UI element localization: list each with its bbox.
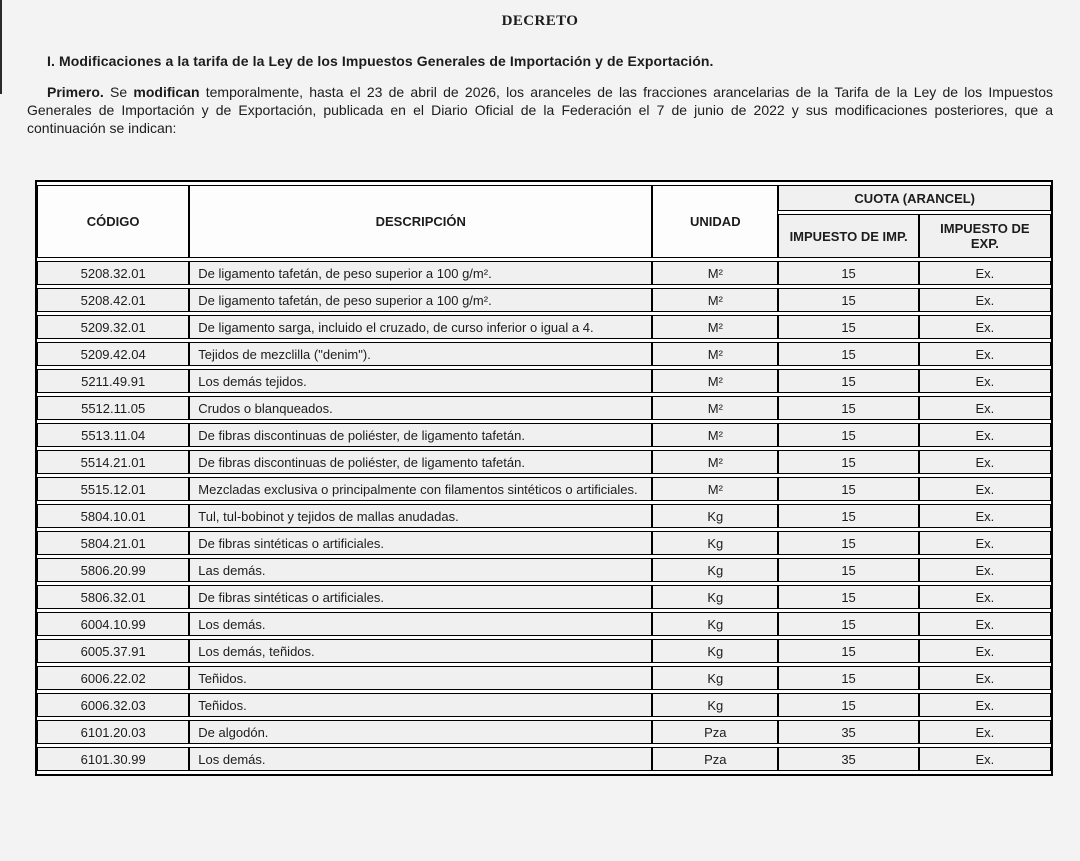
cell-unidad: Kg <box>652 666 778 690</box>
cell-descripcion: Las demás. <box>189 558 652 582</box>
header-row-1 <box>37 185 1051 211</box>
cell-unidad: Kg <box>652 693 778 717</box>
cell-codigo: 6101.20.03 <box>37 720 189 744</box>
paragraph-text-1: Se <box>103 84 134 100</box>
cell-codigo: 5209.42.04 <box>37 342 189 366</box>
cell-descripcion: Tejidos de mezclilla ("denim"). <box>189 342 652 366</box>
cell-imp: 15 <box>778 612 918 636</box>
paragraph-bold-word: modifican <box>133 84 200 100</box>
cell-exp: Ex. <box>919 261 1051 285</box>
cell-unidad: M² <box>652 342 778 366</box>
cell-exp: Ex. <box>919 639 1051 663</box>
header-codigo: CÓDIGO <box>37 185 189 258</box>
section-heading: I. Modificaciones a la tarifa de la Ley de los Impuestos Generales de Importación y de Exportación. <box>47 53 714 69</box>
cell-imp: 15 <box>778 369 918 393</box>
cell-imp: 35 <box>778 747 918 771</box>
cell-unidad: M² <box>652 261 778 285</box>
cell-descripcion: Crudos o blanqueados. <box>189 396 652 420</box>
cell-descripcion: De fibras discontinuas de poliéster, de ligamento tafetán. <box>189 450 652 474</box>
cell-codigo: 5804.21.01 <box>37 531 189 555</box>
cell-imp: 15 <box>778 315 918 339</box>
table-row <box>37 423 1051 447</box>
table-row <box>37 666 1051 690</box>
cell-imp: 15 <box>778 639 918 663</box>
cell-codigo: 6004.10.99 <box>37 612 189 636</box>
cell-unidad: M² <box>652 315 778 339</box>
cell-codigo: 6101.30.99 <box>37 747 189 771</box>
header-cuota-arancel: CUOTA (ARANCEL) <box>778 185 1051 211</box>
cell-descripcion: De fibras sintéticas o artificiales. <box>189 531 652 555</box>
header-descripcion: DESCRIPCIÓN <box>189 185 652 258</box>
cell-exp: Ex. <box>919 531 1051 555</box>
cell-exp: Ex. <box>919 342 1051 366</box>
paragraph-text-2: temporalmente, hasta el 23 de abril de 2026, los aranceles de las fracciones arancelarias de la Tarifa de la Ley de los Impuestos Generales de Importación y de Exportación, publicada en el Diario Oficial de la Federación el 7 de junio de 2022 y sus modificaciones posteriores, que a continuación se indican: <box>27 84 1053 136</box>
table-row <box>37 531 1051 555</box>
cell-codigo: 5804.10.01 <box>37 504 189 528</box>
cell-descripcion: De ligamento tafetán, de peso superior a 100 g/m². <box>189 288 652 312</box>
cell-unidad: Kg <box>652 558 778 582</box>
table-row <box>37 342 1051 366</box>
cell-codigo: 5806.20.99 <box>37 558 189 582</box>
cell-descripcion: De fibras sintéticas o artificiales. <box>189 585 652 609</box>
cell-unidad: Kg <box>652 639 778 663</box>
header-impuesto-exp: IMPUESTO DE EXP. <box>919 214 1051 258</box>
cell-exp: Ex. <box>919 504 1051 528</box>
cell-codigo: 5806.32.01 <box>37 585 189 609</box>
table-row <box>37 288 1051 312</box>
cell-codigo: 5513.11.04 <box>37 423 189 447</box>
cell-descripcion: Teñidos. <box>189 666 652 690</box>
cell-unidad: Kg <box>652 504 778 528</box>
table-row <box>37 477 1051 501</box>
cell-imp: 35 <box>778 720 918 744</box>
cell-codigo: 6006.22.02 <box>37 666 189 690</box>
table-row <box>37 261 1051 285</box>
cell-unidad: Pza <box>652 747 778 771</box>
cell-unidad: Kg <box>652 612 778 636</box>
cell-unidad: M² <box>652 450 778 474</box>
cell-descripcion: Teñidos. <box>189 693 652 717</box>
cell-descripcion: De fibras discontinuas de poliéster, de ligamento tafetán. <box>189 423 652 447</box>
cell-descripcion: Los demás. <box>189 612 652 636</box>
table-row <box>37 504 1051 528</box>
cell-exp: Ex. <box>919 747 1051 771</box>
tariff-table-header <box>37 185 1051 258</box>
cell-exp: Ex. <box>919 315 1051 339</box>
table-row <box>37 585 1051 609</box>
cell-unidad: M² <box>652 369 778 393</box>
cell-exp: Ex. <box>919 396 1051 420</box>
cell-descripcion: Los demás. <box>189 747 652 771</box>
cell-codigo: 5211.49.91 <box>37 369 189 393</box>
table-row <box>37 747 1051 771</box>
cell-codigo: 6005.37.91 <box>37 639 189 663</box>
cell-descripcion: Los demás tejidos. <box>189 369 652 393</box>
table-row <box>37 369 1051 393</box>
cell-unidad: Kg <box>652 531 778 555</box>
cell-codigo: 5512.11.05 <box>37 396 189 420</box>
cell-descripcion: Mezcladas exclusiva o principalmente con filamentos sintéticos o artificiales. <box>189 477 652 501</box>
cell-imp: 15 <box>778 666 918 690</box>
cell-exp: Ex. <box>919 450 1051 474</box>
cell-exp: Ex. <box>919 423 1051 447</box>
page-edge-artifact-line <box>0 0 2 94</box>
cell-unidad: M² <box>652 288 778 312</box>
table-row <box>37 315 1051 339</box>
intro-paragraph <box>27 83 1053 137</box>
document-title: DECRETO <box>501 13 579 29</box>
cell-unidad: M² <box>652 477 778 501</box>
cell-imp: 15 <box>778 450 918 474</box>
cell-imp: 15 <box>778 693 918 717</box>
cell-codigo: 5209.32.01 <box>37 315 189 339</box>
cell-imp: 15 <box>778 423 918 447</box>
table-row <box>37 639 1051 663</box>
cell-descripcion: Tul, tul-bobinot y tejidos de mallas anudadas. <box>189 504 652 528</box>
table-row <box>37 612 1051 636</box>
cell-codigo: 6006.32.03 <box>37 693 189 717</box>
cell-descripcion: Los demás, teñidos. <box>189 639 652 663</box>
cell-imp: 15 <box>778 531 918 555</box>
cell-codigo: 5515.12.01 <box>37 477 189 501</box>
cell-exp: Ex. <box>919 369 1051 393</box>
cell-imp: 15 <box>778 342 918 366</box>
cell-unidad: M² <box>652 396 778 420</box>
cell-codigo: 5208.42.01 <box>37 288 189 312</box>
table-row <box>37 450 1051 474</box>
cell-descripcion: De ligamento tafetán, de peso superior a 100 g/m². <box>189 261 652 285</box>
cell-imp: 15 <box>778 288 918 312</box>
cell-exp: Ex. <box>919 666 1051 690</box>
cell-exp: Ex. <box>919 585 1051 609</box>
cell-exp: Ex. <box>919 477 1051 501</box>
tariff-table-body <box>37 261 1051 771</box>
cell-exp: Ex. <box>919 612 1051 636</box>
table-row <box>37 396 1051 420</box>
tariff-table <box>35 180 1053 776</box>
header-impuesto-imp: IMPUESTO DE IMP. <box>778 214 918 258</box>
cell-imp: 15 <box>778 504 918 528</box>
cell-codigo: 5514.21.01 <box>37 450 189 474</box>
paragraph-lead-bold: Primero. <box>47 84 104 100</box>
cell-exp: Ex. <box>919 288 1051 312</box>
cell-imp: 15 <box>778 261 918 285</box>
cell-imp: 15 <box>778 558 918 582</box>
cell-imp: 15 <box>778 585 918 609</box>
cell-imp: 15 <box>778 396 918 420</box>
cell-exp: Ex. <box>919 558 1051 582</box>
cell-codigo: 5208.32.01 <box>37 261 189 285</box>
cell-descripcion: De ligamento sarga, incluido el cruzado, de curso inferior o igual a 4. <box>189 315 652 339</box>
cell-exp: Ex. <box>919 693 1051 717</box>
cell-descripcion: De algodón. <box>189 720 652 744</box>
cell-unidad: Pza <box>652 720 778 744</box>
cell-imp: 15 <box>778 477 918 501</box>
cell-exp: Ex. <box>919 720 1051 744</box>
cell-unidad: M² <box>652 423 778 447</box>
table-row <box>37 720 1051 744</box>
header-unidad: UNIDAD <box>652 185 778 258</box>
table-row <box>37 558 1051 582</box>
table-row <box>37 693 1051 717</box>
cell-unidad: Kg <box>652 585 778 609</box>
